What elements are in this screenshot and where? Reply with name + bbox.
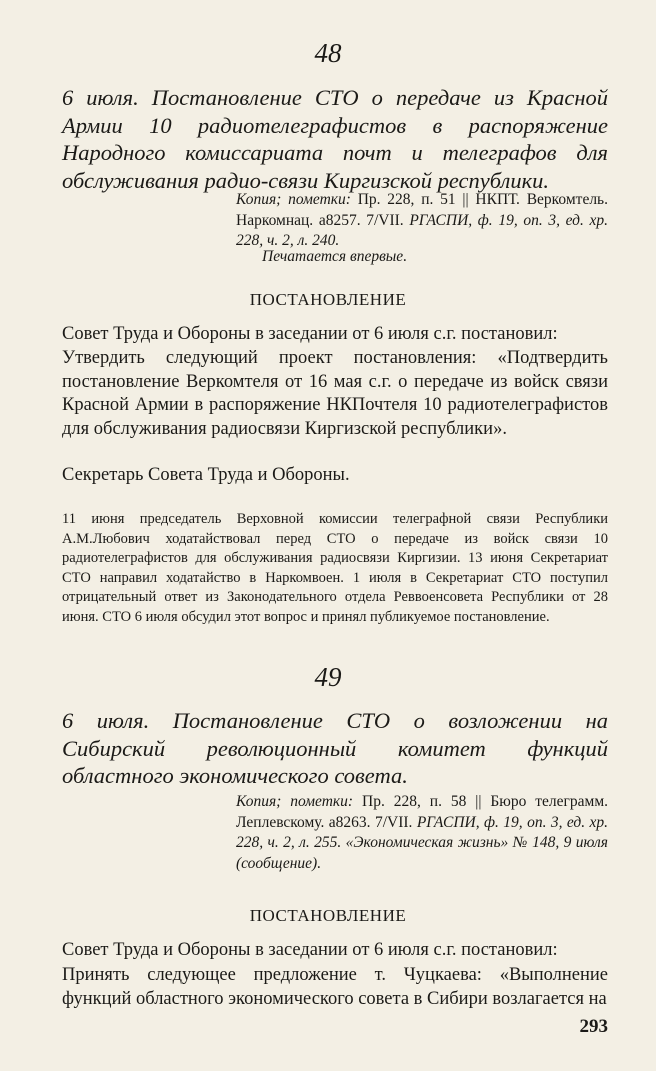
document-48-signature: Секретарь Совета Труда и Обороны. <box>62 465 350 485</box>
document-48-paragraph-2: Утвердить следующий проект постановления: «Подтвердить постановление Веркомтеля от 16 мая с.г. о передаче из войск связи Красной Армии в распоряжение НКПочтеля 10 радиотелеграфистов для обслуживания радиосвязи Киргизской республики». <box>62 348 608 439</box>
document-number-49: 49 <box>314 662 342 692</box>
document-49-paragraph-2: Принять следующее предложение т. Чуцкаева: «Выполнение функций областного экономического совета в Сибири возлагается на <box>62 965 608 1009</box>
document-48-source-meta <box>236 190 608 252</box>
meta-label: Копия; пометки: <box>236 191 351 208</box>
document-49-heading: 6 июля. Постановление СТО о возложении на Сибирский революционный комитет функций областного экономического совета. <box>62 708 608 788</box>
meta-text: Пр. 228, п. 58 || Бюро телеграмм. Леплевскому. а8263. 7/VII. <box>236 793 609 831</box>
document-48-paragraph-1: Совет Труда и Обороны в заседании от 6 июля с.г. постановил: <box>62 324 558 344</box>
document-49-source-meta <box>236 792 608 874</box>
document-number-48: 48 <box>314 38 342 68</box>
document-48-section-title: ПОСТАНОВЛЕНИЕ <box>249 290 407 309</box>
meta-archive: РГАСПИ, ф. 19, оп. 3, ед. хр. 228, ч. 2, л. 240. <box>236 211 608 249</box>
meta-archive: РГАСПИ, ф. 19, оп. 3, ед. хр. 228, ч. 2, л. 255. <box>236 813 608 851</box>
page-number: 293 <box>579 1016 608 1037</box>
meta-label: Копия; пометки: <box>236 793 354 810</box>
document-48-heading: 6 июля. Постановление СТО о передаче из Красной Армии 10 радиотелеграфистов в распоряжение Народного комиссариата почт и телеграфов для обслуживания радио-связи Киргизской республики. <box>62 85 608 193</box>
meta-publication: «Экономическая жизнь» № 148, 9 июля (сообщение). <box>236 834 609 872</box>
meta-text: Пр. 228, п. 51 || НКПТ. Веркомтель. Наркомнац. а8257. 7/VII. <box>236 191 609 229</box>
document-49-section-title: ПОСТАНОВЛЕНИЕ <box>249 906 407 925</box>
document-48-footnote: 11 июня председатель Верховной комиссии телеграфной связи Республики А.М.Любович ходатайствовал перед СТО о передаче из войск связи 10 радиотелеграфистов для обслуживания радиосвязи Киргизии. 13 июня Секретариат СТО направил ходатайство в Наркомвоен. 1 июля в Секретариат СТО поступил отрицательный ответ из Законодательного отдела Реввоенсовета Республики от 28 июня. СТО 6 июля обсудил этот вопрос и принял публикуемое постановление. <box>62 511 608 625</box>
document-48-publication-note: Печатается впервые. <box>262 248 408 265</box>
document-49-paragraph-1: Совет Труда и Обороны в заседании от 6 июля с.г. постановил: <box>62 940 558 960</box>
